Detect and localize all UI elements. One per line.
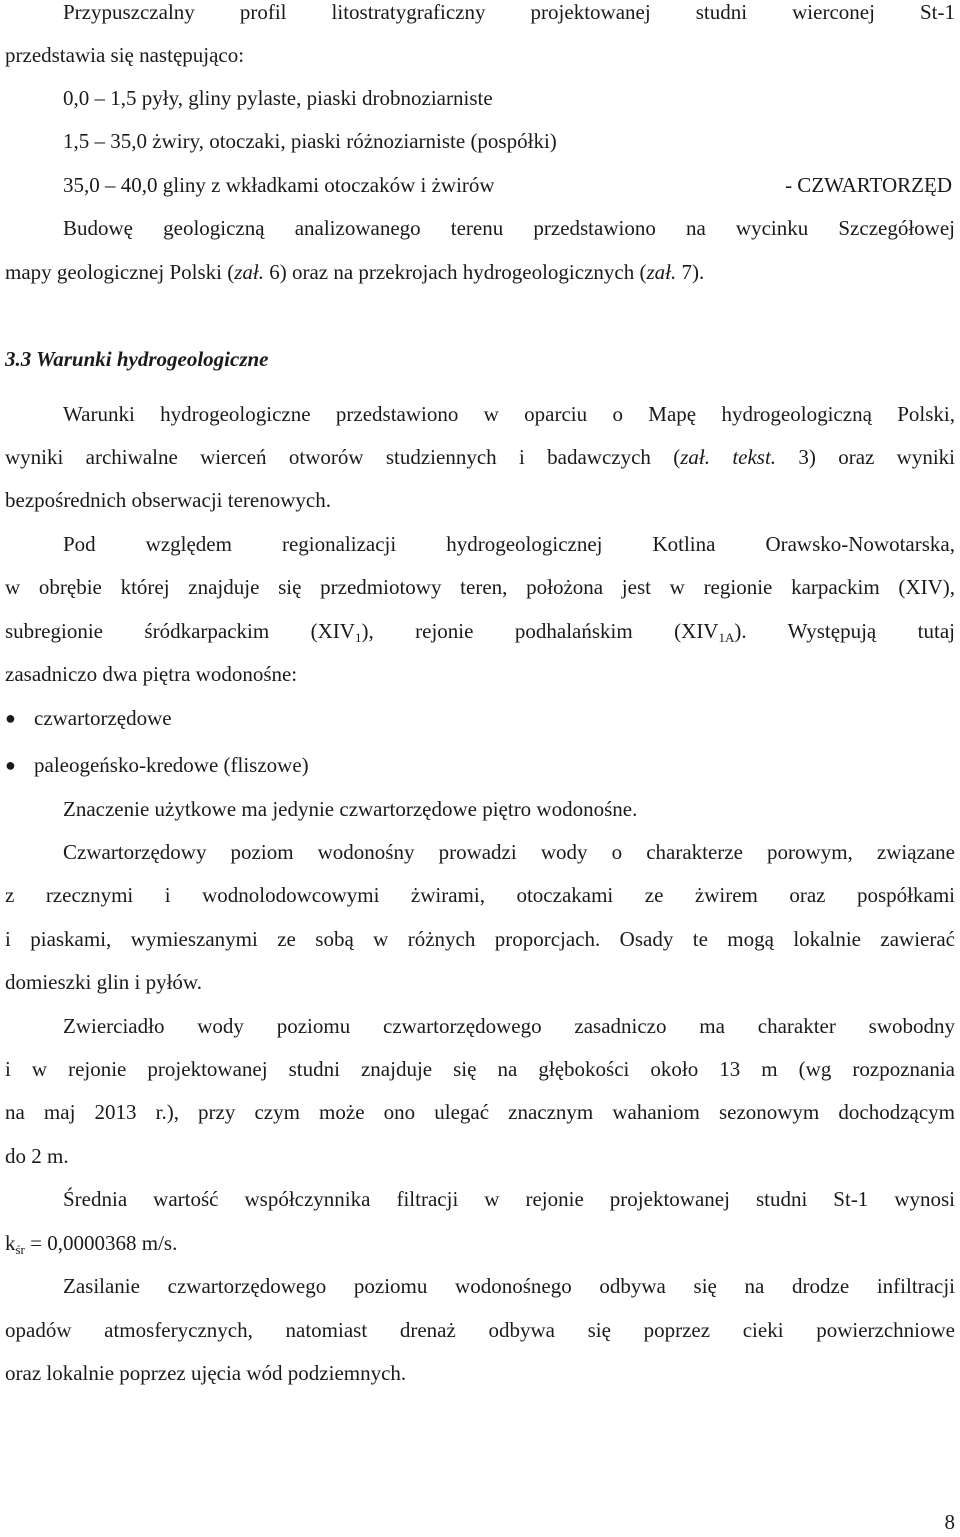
note-line: Znaczenie użytkowe ma jedynie czwartorzędowe piętro wodonośne. xyxy=(63,797,638,821)
bullet-icon: ● xyxy=(5,755,16,775)
text-line: mapy geologicznej Polski (zał. 6) oraz na przekrojach hydrogeologicznych (zał. 7). xyxy=(5,260,705,284)
profile-row: 0,0 – 1,5 pyły, gliny pylaste, piaski drobnoziarniste xyxy=(63,86,493,110)
profile-row: 1,5 – 35,0 żwiry, otoczaki, piaski różnoziarniste (pospółki) xyxy=(63,129,557,153)
text-line: Średnia wartość współczynnika filtracji w rejonie projektowanej studni St-1 wynosi xyxy=(63,1187,955,1211)
text-line: domieszki glin i pyłów. xyxy=(5,970,202,994)
text-line: przedstawia się następująco: xyxy=(5,43,245,67)
text-line: Budowę geologiczną analizowanego terenu przedstawiono na wycinku Szczegółowej xyxy=(63,216,955,240)
text-line: do 2 m. xyxy=(5,1144,69,1168)
text-line: Pod względem regionalizacji hydrogeologicznej Kotlina Orawsko-Nowotarska, xyxy=(63,532,955,556)
bullet-icon: ● xyxy=(5,708,16,728)
text-line: oraz lokalnie poprzez ujęcia wód podziemnych. xyxy=(5,1361,407,1385)
list-item-text: czwartorzędowe xyxy=(34,706,172,730)
text-line: i w rejonie projektowanej studni znajduje się na głębokości około 13 m (wg rozpoznania xyxy=(5,1057,955,1081)
stratigraphy-label: - CZWARTORZĘD xyxy=(785,173,952,197)
page-number: 8 xyxy=(944,1510,955,1534)
text-line: opadów atmosferycznych, natomiast drenaż odbywa się poprzez cieki powierzchniowe xyxy=(5,1318,955,1342)
text-line: $k_{śr} = 0,0000368$ m/s. xyxy=(5,1231,178,1257)
section-heading: 3.3 Warunki hydrogeologiczne xyxy=(5,347,269,371)
text-line: Przypuszczalny profil litostratygraficzny projektowanej studni wierconej St-1 xyxy=(63,0,955,24)
text-line: Zasilanie czwartorzędowego poziomu wodonośnego odbywa się na drodze infiltracji xyxy=(63,1274,955,1298)
profile-row: 35,0 – 40,0 gliny z wkładkami otoczaków i żwirów xyxy=(63,173,495,197)
text-line: zasadniczo dwa piętra wodonośne: xyxy=(5,662,298,686)
text-line: wyniki archiwalne wierceń otworów studziennych i badawczych (zał. tekst. 3) oraz wyniki xyxy=(5,445,955,469)
text-line: Zwierciadło wody poziomu czwartorzędowego zasadniczo ma charakter swobodny xyxy=(63,1014,955,1038)
text-line: Warunki hydrogeologiczne przedstawiono w oparciu o Mapę hydrogeologiczną Polski, xyxy=(63,402,955,426)
list-item-text: paleogeńsko-kredowe (fliszowe) xyxy=(34,753,309,777)
text-line: Czwartorzędowy poziom wodonośny prowadzi wody o charakterze porowym, związane xyxy=(63,840,955,864)
text-line: na maj 2013 r.), przy czym może ono ulegać znacznym wahaniom sezonowym dochodzącym xyxy=(5,1100,955,1124)
text-line: z rzecznymi i wodnolodowcowymi żwirami, otoczakami ze żwirem oraz pospółkami xyxy=(5,883,955,907)
text-line: subregionie śródkarpackim $(XIV_1)$, rejonie podhalańskim $(XIV_{1A})$. Występują tutaj xyxy=(5,619,955,645)
text-line: bezpośrednich obserwacji terenowych. xyxy=(5,488,331,512)
text-line: w obrębie której znajduje się przedmiotowy teren, położona jest w regionie karpackim (XIV), xyxy=(5,575,955,599)
text-line: i piaskami, wymieszanymi ze sobą w różnych proporcjach. Osady te mogą lokalnie zawierać xyxy=(5,927,955,951)
